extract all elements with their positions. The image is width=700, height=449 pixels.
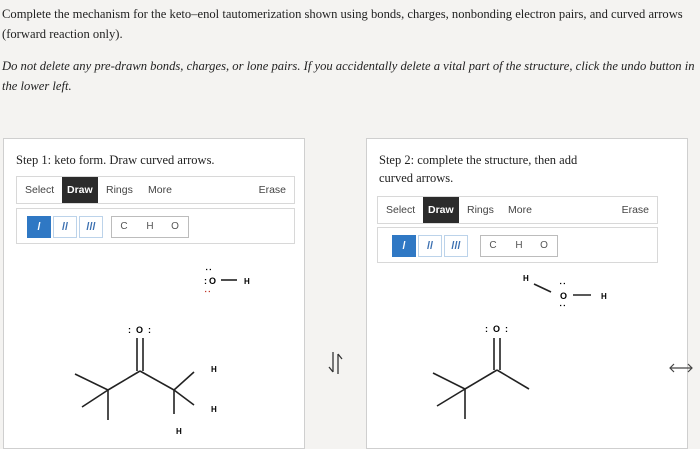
keto-molecule [75,325,217,436]
more-tab[interactable]: More [148,184,172,196]
single-bond-button[interactable]: / [392,235,416,257]
water-fragment [523,274,607,307]
more-tab[interactable]: More [508,204,532,216]
bond [437,389,465,406]
bond [140,371,174,390]
lone-pair-left: : [204,276,207,286]
triple-bond-button[interactable]: /// [444,235,468,257]
h-o-bond [534,284,551,292]
hydrogen-label: H [211,365,217,374]
hydrogen-label: H [523,274,529,283]
atom-h-button[interactable]: H [515,240,523,251]
lone-pair-bottom-red: : [203,290,213,293]
hydrogen-label: H [176,427,182,436]
lone-pair-left: : [128,325,131,335]
draw-tab[interactable]: Draw [62,177,98,203]
lone-pair-right: : [148,325,151,335]
lone-pair-right: : [505,324,508,334]
atom-o-button[interactable]: O [171,221,179,232]
step2-canvas[interactable] [367,267,685,447]
step1-canvas[interactable] [4,249,302,447]
atom-buttons [480,235,558,257]
instruction-text: Complete the mechanism for the keto–enol tautomerization shown using bonds, charges, nonbonding electron pairs, and curved arrows (forward reaction only). [2,7,683,41]
step2-palette [377,227,658,263]
atom-buttons [111,216,189,238]
atom-o-button[interactable]: O [540,240,548,251]
lone-pair-top: : [558,282,568,285]
c-h-bond [174,390,194,405]
equilibrium-arrow-icon [326,350,346,376]
single-bond-button[interactable]: / [27,216,51,238]
triple-bond-button[interactable]: /// [79,216,103,238]
erase-button[interactable]: Erase [258,184,286,196]
double-bond-button[interactable]: // [53,216,77,238]
hydrogen-label: H [211,405,217,414]
instruction-note: Do not delete any pre-drawn bonds, charges, or lone pairs. If you accidentally delete a vital part of the structure, click the undo button in the lower left. [2,59,695,93]
oxygen-label: O [560,291,568,301]
select-tab[interactable]: Select [386,204,416,216]
step2-panel [366,138,688,449]
erase-button[interactable]: Erase [621,204,649,216]
double-bond-button[interactable]: // [418,235,442,257]
hydrogen-label: H [601,292,607,301]
carbonyl-oxygen-label: O [136,325,144,335]
instructions [2,4,696,108]
resize-arrow-icon[interactable] [668,362,694,374]
atom-c-button[interactable]: C [489,240,497,251]
enol-structure [433,324,529,419]
step2-title: Step 2: complete the structure, then add curved arrows. [379,153,578,185]
rings-tab[interactable]: Rings [106,184,133,196]
step2-toolbar [377,196,658,224]
bond [433,373,465,389]
lone-pair-top: : [204,268,214,271]
step1-panel [3,138,305,449]
select-tab[interactable]: Select [25,184,55,196]
bond [82,390,108,407]
atom-c-button[interactable]: C [120,221,128,232]
step1-toolbar [16,176,295,204]
rings-tab[interactable]: Rings [467,204,494,216]
bond [108,371,140,390]
water-oxygen-label: O [209,276,217,286]
step1-title: Step 1: keto form. Draw curved arrows. [16,153,215,167]
lone-pair-left: : [485,324,488,334]
water-molecule [203,268,250,293]
c-h-bond [174,372,194,390]
water-hydrogen-label: H [244,277,250,286]
atom-h-button[interactable]: H [146,221,154,232]
bond [75,374,108,390]
bond [497,370,529,389]
lone-pair-bottom: : [558,304,568,307]
draw-tab[interactable]: Draw [423,197,459,223]
carbonyl-oxygen-label: O [493,324,501,334]
step1-palette [16,208,295,244]
bond [465,370,497,389]
